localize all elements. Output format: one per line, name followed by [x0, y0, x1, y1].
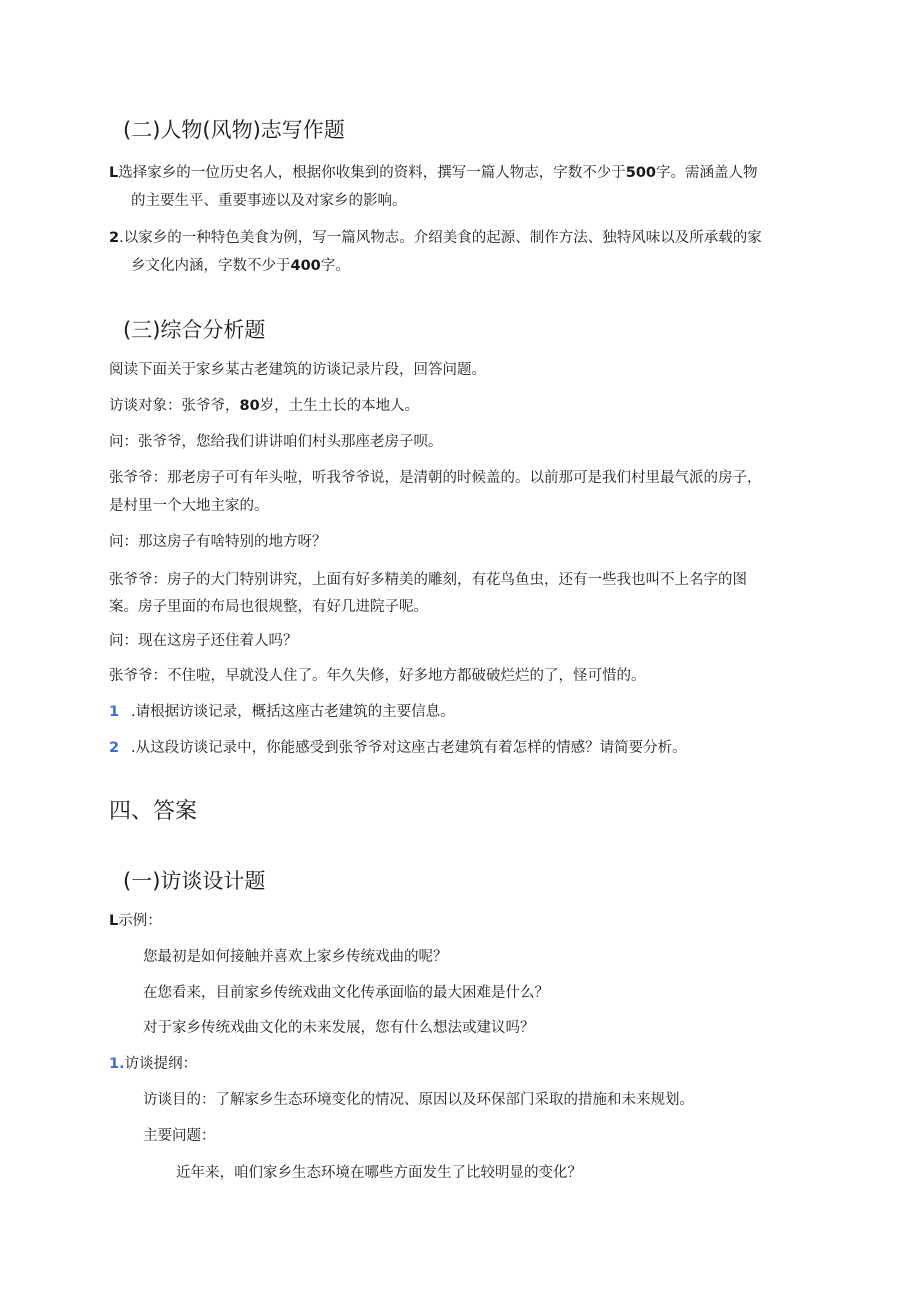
dialog-line: 案。房子里面的布局也很规整，有好几进院子呢。: [109, 599, 428, 615]
analysis-question-1-number: 1: [109, 704, 120, 720]
answer-1-label-text: 示例：: [118, 913, 162, 929]
dialog-line: 张爷爷：房子的大门特别讲究，上面有好多精美的雕刻，有花鸟鱼虫，还有一些我也叫不上名字的图: [109, 572, 747, 588]
question-2-number: 2: [109, 230, 120, 246]
question-1-line-2: 的主要生平、重要事迹以及对家乡的影响。: [131, 193, 407, 209]
question-2-line-1: [109, 228, 762, 248]
subject-age: 80: [239, 398, 260, 414]
interview-subject: [109, 396, 419, 416]
analysis-question-2: [109, 738, 687, 758]
answer-2-label: [109, 1054, 197, 1074]
dialog-line: 张爷爷：不住啦，早就没人住了。年久失修，好多地方都破破烂烂的了，怪可惜的。: [109, 668, 646, 684]
question-2-text: .以家乡的一种特色美食为例，写一篇风物志。介绍美食的起源、制作方法、独特风味以及所承载的家: [119, 230, 762, 246]
subject-label: 访谈对象：张爷爷，: [109, 398, 240, 414]
question-1-text: 选择家乡的一位历史名人，根据你收集到的资料，撰写一篇人物志，字数不少于: [118, 165, 626, 181]
answer-2-number: 1.: [109, 1056, 125, 1072]
answer-1-number: L: [109, 913, 119, 929]
section-heading-analysis: (三)综合分析题: [123, 318, 266, 342]
question-2-text-cont: 乡文化内涵，字数不少于: [131, 258, 291, 274]
question-2-word-count: 400: [290, 258, 321, 274]
answer-1-item: 对于家乡传统戏曲文化的未来发展，您有什么想法或建议吗？: [143, 1020, 535, 1036]
analysis-question-1: [109, 702, 455, 722]
dialog-line: 张爷爷：那老房子可有年头啦，听我爷爷说，是清朝的时候盖的。以前那可是我们村里最气派的房子，: [109, 470, 762, 486]
answer-1-item: 在您看来，目前家乡传统戏曲文化传承面临的最大困难是什么？: [143, 985, 549, 1001]
answer-2-label-text: 访谈提纲：: [124, 1056, 198, 1072]
answer-2-main-questions-label: 主要问题：: [143, 1128, 216, 1144]
answer-2-question-1: 近年来，咱们家乡生态环境在哪些方面发生了比较明显的变化？: [176, 1165, 582, 1181]
question-2-text-end: 字。: [320, 258, 350, 274]
analysis-intro: 阅读下面关于家乡某古老建筑的访谈记录片段，回答问题。: [109, 362, 486, 378]
section-heading-answers: 四、答案: [109, 799, 198, 824]
section-heading-character-essay: (二)人物(风物)志写作题: [123, 118, 345, 142]
dialog-line: 是村里一个大地主家的。: [109, 498, 269, 514]
analysis-question-2-number: 2: [109, 740, 120, 756]
subject-desc: 岁，土生土长的本地人。: [259, 398, 420, 414]
question-1-text-end: 字。需涵盖人物: [656, 165, 758, 181]
analysis-question-1-text: .请根据访谈记录，概括这座古老建筑的主要信息。: [131, 704, 455, 720]
dialog-line: 问：那这房子有啥特别的地方呀？: [109, 534, 327, 550]
dialog-line: 问：张爷爷，您给我们讲讲咱们村头那座老房子呗。: [109, 434, 443, 450]
question-1-line-1: [109, 163, 758, 183]
answer-1-item: 您最初是如何接触并喜欢上家乡传统戏曲的呢？: [143, 949, 448, 965]
analysis-question-2-text: .从这段访谈记录中，你能感受到张爷爷对这座古老建筑有着怎样的情感？请简要分析。: [131, 740, 687, 756]
question-2-line-2: [131, 256, 350, 276]
section-heading-interview-design: (一)访谈设计题: [123, 869, 266, 893]
answer-2-purpose: 访谈目的：了解家乡生态环境变化的情况、原因以及环保部门采取的措施和未来规划。: [143, 1092, 694, 1108]
question-1-number: L: [109, 165, 119, 181]
question-1-word-count: 500: [625, 165, 657, 181]
dialog-line: 问：现在这房子还住着人吗？: [109, 633, 298, 649]
answer-1-label: [109, 911, 162, 931]
